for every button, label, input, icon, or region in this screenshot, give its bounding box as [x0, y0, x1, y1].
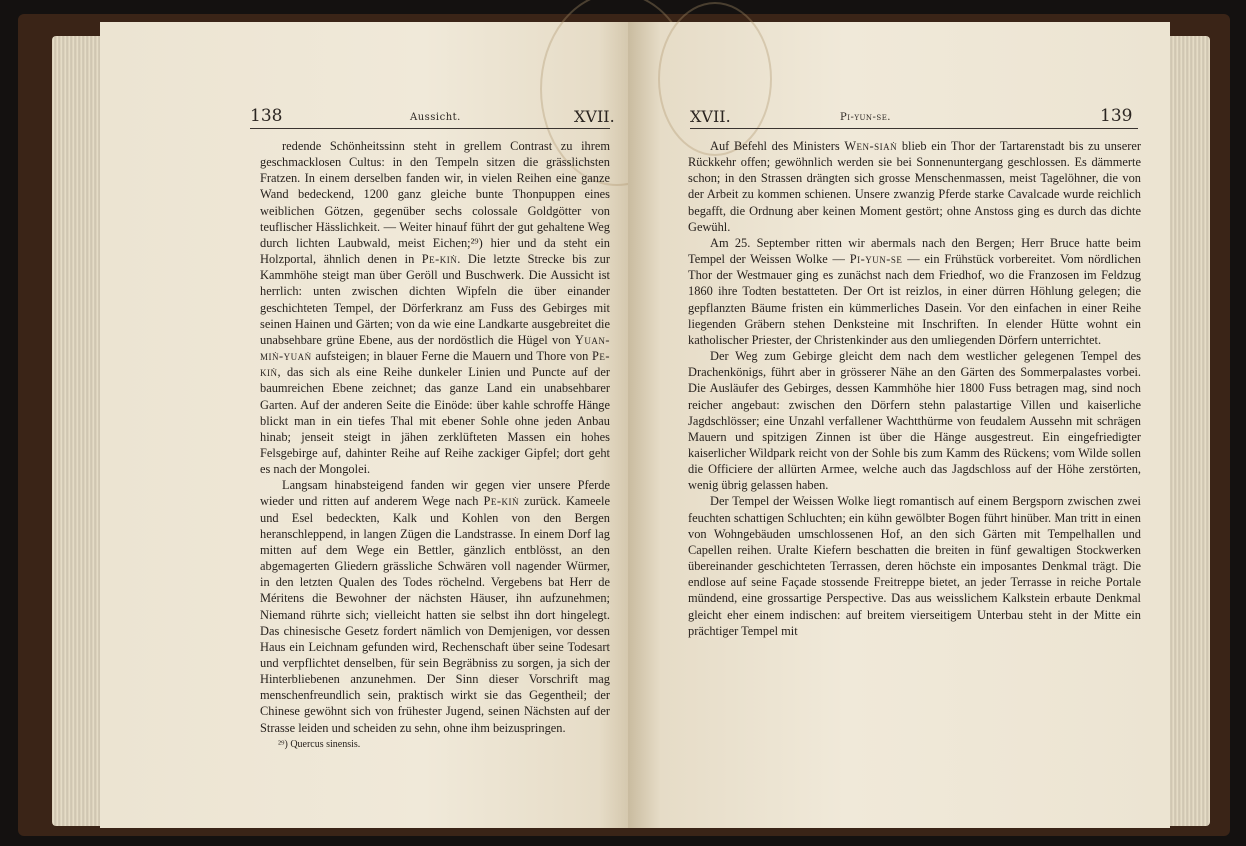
- page-number: 138: [250, 106, 283, 126]
- open-book: [18, 14, 1230, 836]
- page-number: 139: [1100, 106, 1133, 126]
- header-rule: [250, 128, 610, 129]
- text-run: blieb ein Thor der Tartarenstadt bis zu unserer Rückkehr offen; gewöhnlich werden sie bei Sonnenuntergang geschlossen. Es dämmerte schon; in den Strassen drängten sich grosse Menschenmassen, meist Tagelöhner, die von der Arbeit zu kommen schienen. Unsere zwanzig Pferde starke Cavalcade wurde reichlich begafft, die Ordnung aber keinen Moment gestört; ohne Anstoss ging es durch das dichte Gewühl.: [688, 139, 1141, 234]
- right-running-head: [628, 106, 1170, 130]
- text-run: Am 25. September ritten wir abermals nach den Bergen; Herr Bruce hatte beim Tempel der Weissen Wolke —: [688, 235, 1141, 267]
- text-run: Langsam hinabsteigend fanden wir gegen vier unsere Pferde wieder und ritten auf anderem Wege nach: [260, 478, 610, 509]
- text-run: Auf Befehl des Ministers: [710, 139, 845, 153]
- text-run: — ein Frühstück vorbereitet. Vom nördlichen Thor der Westmauer ging es zunächst nach dem Friedhof, wo die Franzosen im Feldzug 1860 ihre Todten bestatteten. Der Ort ist reizlos, in einer dürren Höhlung gelegen; die gepflanzten Bäume fristen ein kümmerliches Dasein. Vor den einfachen in einer Reihe liegenden Gräbern stehen Denksteine mit Inschriften. In elender Hütte wohnt ein katholischer Priester, der Christenkinder aus den umliegenden Dörfern unterrichtet.: [688, 252, 1141, 347]
- left-page: [100, 22, 642, 828]
- right-page: [628, 22, 1170, 828]
- place-name: Wen-siaṅ: [844, 139, 898, 153]
- running-title: Pi-yun-se.: [840, 112, 891, 123]
- footnote: ²⁹) Quercus sinensis.: [278, 738, 361, 750]
- paragraph: [688, 235, 1141, 348]
- chapter-number: XVII.: [690, 107, 731, 126]
- text-run: redende Schönheitssinn steht in grellem Contrast zu ihrem geschmacklosen Cultus: in den Tempeln sitzen die grässlichsten Fratzen. In einem derselben fanden wir, in vielen Reihen eine ganze Wand bedeckend, 1200 ganz gleiche bunte Thonpuppen eines weiblichen Götzen, gegenüber sechs colossale Goldgötter von teuflischer Hässlichkeit. — Weiter hinauf führt der gut gehaltene Weg durch lichten Laubwald, meist Eichen;²⁹) hier und da steht ein Holzportal, ähnlich denen in: [260, 139, 610, 267]
- text-run: aufsteigen; in blauer Ferne die Mauern und Thore von: [311, 349, 592, 364]
- chapter-number: XVII.: [574, 107, 615, 126]
- text-run: , das sich als eine Reihe dunkeler Linien und Puncte auf der baumreichen Ebene zeichnet; das ganze Land ein unabsehbarer Garten. Auf der anderen Seite die Einöde: über kahle schroffe Hänge blickt man in ein tiefes Thal mit ebener Sohle ohne jeden Anbau hinab; jenseit steigt in jähen zerklüfteten Massen ein hohes Felsgebirge auf, dahinter Reihe auf Reihe zackiger Gipfel; dort geht es nach der Mongolei.: [260, 365, 610, 477]
- text-run: Der Tempel der Weissen Wolke liegt romantisch auf einem Bergsporn zwischen zwei feuchten schattigen Schluchten; ein kühn gewölbter Bogen führt hinüber. Man tritt in einen von Wohngebäuden umschlossenen Hof, an den sich Gärten mit Tempelhallen und Capellen reihen. Uralte Kiefern beschatten die breiten in fünf gewaltigen Stockwerken übereinander geschichteten Terrassen, deren höchste ein imposantes Denkmal trägt. Die endlose auf seine Façade stossende Freitreppe bietet, an jeder Terrasse in reiche Portale mündend, eine grossartige Perspective. Das aus weisslichem Kalkstein erbaute Denkmal gleicht eher einem indischen: auf breitem vierseitigem Unterbau steht in der Mitte ein prächtiger Tempel mit: [688, 494, 1141, 638]
- left-running-head: [100, 106, 642, 130]
- text-run: zurück. Kameele und Esel bedeckten, Kalk und Kohlen von den Bergen heranschleppend, in langen Zügen die Landstrasse. In einem Dorf lag mitten auf dem Wege ein Bettler, gänzlich entblösst, an den abgemagerten Gliedern grässliche Schwären voll nagender Würmer, in den letzten Qualen des Todes röchelnd. Vergebens bat Herr de Méritens die Bewohner der nächsten Häuser, ihn aufzunehmen; Niemand rührte sich; vielleicht hatten sie selbst ihn dort hingelegt. Das chinesische Gesetz fordert nämlich von Demjenigen, vor dessen Haus ein Leichnam gefunden wird, Rechenschaft über seine Todesart und verpflichtet denselben, für sein Begräbniss zu sorgen, ja sich der Hinterbliebenen anzunehmen. Der Sinn dieser Vorschrift mag menschenfreundlich sein, praktisch wirkt sie das Gegentheil; der Chinese gewöhnt sich von frühester Jugend, seinen Nächsten auf der Strasse leiden und scheiden zu sehn, ohne ihm beizuspringen.: [260, 494, 610, 735]
- paragraph: [260, 138, 610, 477]
- text-run: Der Weg zum Gebirge gleicht dem nach dem westlicher gelegenen Tempel des Drachenkönigs, führt aber in grösserer Nähe an den Gärten des Sommerpalastes vorbei. Die Ausläufer des Gebirges, dessen Kammhöhe hier 1800 Fuss betragen mag, sind noch reicher angebaut: zwischen den Dörfern stehn palastartige Villen und kaiserliche Jagdschlösser; eine Unzahl verfallener Wachtthürme von feudalem Aussehn mit schrägen Mauern und spitzigen Zinnen ist über die Hänge ausgestreut. Ein eingefriedigter kaiserlicher Wildpark reicht von der Sohle bis zum Kamm des Rückens; vom Wilde sollen die Officiere der allürten Armee, welche auch das Jagdschloss auf der Höhe zerstörten, wenig übrig gelassen haben.: [688, 349, 1141, 493]
- right-body-text: [688, 138, 1141, 639]
- place-name: Yuan-miṅ-yuaṅ: [260, 332, 610, 364]
- place-name: Pi-yun-se: [849, 252, 903, 267]
- water-stain: [658, 2, 772, 156]
- header-rule: [690, 128, 1138, 129]
- paragraph: [688, 493, 1141, 638]
- left-body-text: [260, 138, 610, 751]
- running-title: Aussicht.: [410, 112, 461, 123]
- text-run: . Die letzte Strecke bis zur Kammhöhe steigt man über Geröll und Buschwerk. Die Aussicht ist herrlich: unten zwischen dichten Wipfeln die über einander geschichteten Tempel, der Dörferkranz am Fuss des Gebirges mit seinen Hainen und Gärten; von da wie eine Landkarte ausgebreitet die unabsehbare grüne Ebene, aus der nordöstlich die Hügel von: [260, 252, 610, 347]
- paragraph: [260, 477, 610, 736]
- paragraph: [688, 348, 1141, 493]
- place-name: Pe-kiṅ: [260, 349, 610, 380]
- place-name: Pe-kiṅ: [483, 494, 520, 509]
- paragraph: [688, 138, 1141, 235]
- place-name: Pe-kiṅ: [421, 252, 458, 267]
